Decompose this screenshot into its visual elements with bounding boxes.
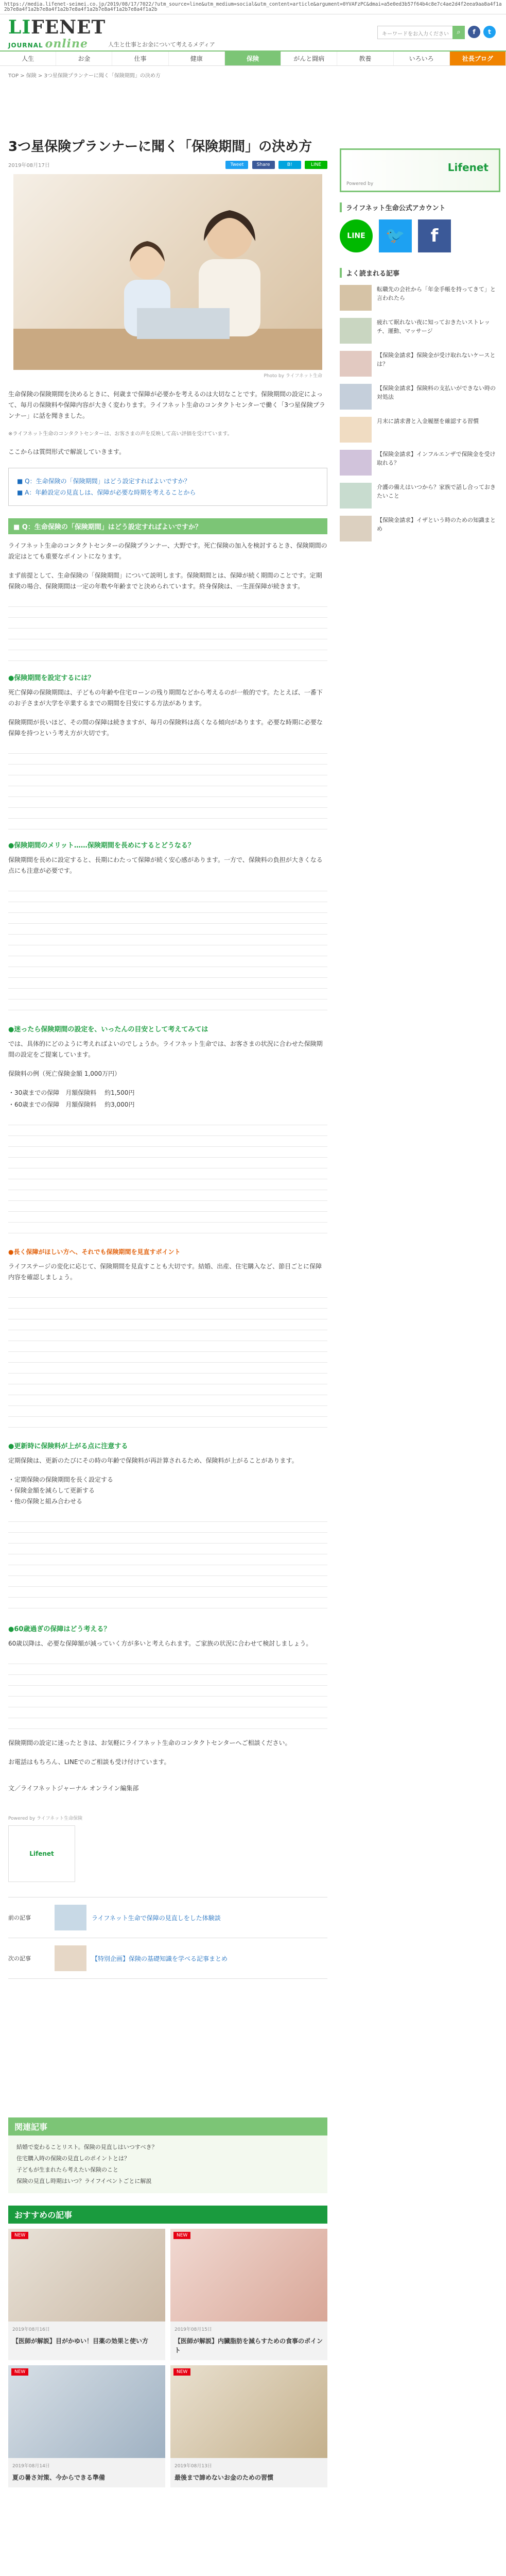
powered-label: Powered by: [346, 181, 374, 187]
body-paragraph: ライフステージの変化に応じて、保険期間を見直すことも大切です。結婚、出産、住宅購入など、節目ごとに保障内容を確認しましょう。: [8, 1263, 322, 1281]
nav-item-health[interactable]: 健康: [169, 52, 225, 65]
nav-item-misc[interactable]: いろいろ: [394, 52, 450, 65]
popular-thumb: [340, 285, 372, 311]
body-paragraph: 60歳以降は、必要な保障額が減っていく方が多いと考えられます。ご家族の状況に合わせて検討しましょう。: [8, 1640, 312, 1647]
popular-item-title[interactable]: 【保険金請求】インフルエンザで保険金を受け取れる？: [377, 451, 496, 466]
body-paragraph: 死亡保障の保険期間は、子どもの年齢や住宅ローンの残り期間などから考えるのが一般的です。たとえば、一番下のお子さまが大学を卒業するまでの期間を目安にする方法があります。: [8, 689, 323, 707]
powered-label: Powered by ライフネット生命保険: [8, 1816, 83, 1821]
popular-item-title[interactable]: 疲れて眠れない夜に知っておきたいストレッチ、運動、マッサージ: [377, 319, 490, 334]
recommend-card[interactable]: [170, 2229, 327, 2360]
subheading: ●迷ったら保険期間の設定を、いったんの目安として考えてみては: [8, 1026, 208, 1033]
card-image: [170, 2365, 327, 2458]
next-article-link[interactable]: [8, 1938, 327, 1979]
recommend-card[interactable]: [8, 2229, 165, 2360]
twitter-icon[interactable]: t: [483, 26, 496, 38]
next-thumb: [55, 1945, 86, 1971]
share-twitter-button[interactable]: Tweet: [225, 161, 248, 169]
sidebar: [340, 133, 500, 549]
popular-item-title[interactable]: 【保険金請求】イザという時のための知識まとめ: [377, 517, 496, 532]
nav-item-insurance[interactable]: 保険: [225, 52, 281, 65]
line-icon[interactable]: LINE: [340, 219, 373, 252]
card-title[interactable]: 【医師が解説】目がかゆい！目薬の効果と使い方: [12, 2337, 149, 2345]
new-badge: NEW: [11, 2232, 28, 2239]
related-title: 関連記事: [8, 2117, 327, 2136]
popular-item[interactable]: [340, 450, 500, 476]
recommend-title: おすすめの記事: [8, 2206, 327, 2224]
body-paragraph: ライフネット生命のコンタクトセンターの保険プランナー、大野です。死亡保険の加入を検討するとき、保険期間の設定はとても重要なポイントになります。: [8, 542, 327, 560]
popular-thumb: [340, 450, 372, 476]
popular-item-title[interactable]: 【保険金請求】保険金が受け取れないケースとは？: [377, 352, 496, 367]
popular-thumb: [340, 318, 372, 344]
toc-item[interactable]: ■ Q：生命保険の「保険期間」はどう設定すればよいですか？: [17, 478, 190, 485]
card-image: [8, 2229, 165, 2321]
popular-item[interactable]: [340, 417, 500, 443]
body-paragraph: お電話はもちろん、LINEでのご相談も受け付けています。: [8, 1758, 170, 1766]
nav-item-money[interactable]: お金: [56, 52, 112, 65]
text-block-placeholder: [8, 1291, 327, 1430]
nav-item-culture[interactable]: 教養: [337, 52, 393, 65]
subheading: ●長く保障がほしい方へ、それでも保険期間を見直すポイント: [8, 1248, 181, 1256]
popular-item[interactable]: [340, 516, 500, 541]
article-title: 3つ星保険プランナーに聞く「保険期間」の決め方: [8, 139, 312, 155]
recommend-card[interactable]: [8, 2365, 165, 2487]
related-item[interactable]: 保険の見直し時期はいつ？ライフイベントごとに解説: [16, 2178, 152, 2184]
body-paragraph: 保険期間を長めに設定すると、長期にわたって保障が続く安心感があります。一方で、保険料の負担が大きくなる点にも注意が必要です。: [8, 856, 323, 874]
new-badge: NEW: [11, 2368, 28, 2376]
toc-item[interactable]: ■ A：年齢設定の見直しは、保障が必要な時期を考えることから: [17, 489, 196, 496]
popular-item[interactable]: [340, 351, 500, 377]
related-section: [8, 2117, 327, 2487]
site-header: [0, 14, 506, 50]
article-author: 文／ライフネットジャーナル オンライン編集部: [8, 1785, 139, 1792]
text-block-placeholder: [8, 747, 327, 829]
share-hatena-button[interactable]: B!: [278, 161, 301, 169]
article-main: [8, 133, 327, 1979]
popular-item-title[interactable]: 転職先の会社から「年金手帳を持ってきて」と言われたら: [377, 286, 496, 301]
recommend-card[interactable]: [170, 2365, 327, 2487]
breadcrumb[interactable]: TOP > 保険 > 3つ星保険プランナーに聞く「保険期間」の決め方: [8, 73, 161, 79]
popular-item-title[interactable]: 月末に請求書と入金履歴を確認する習慣: [377, 418, 479, 425]
body-paragraph: 保険期間が長いほど、その間の保障は続きますが、毎月の保険料は高くなる傾向があります。必要な時期に必要な保障を持つという考え方が大切です。: [8, 719, 323, 737]
body-paragraph: まず前提として、生命保険の「保険期間」について説明します。保険期間とは、保障が続く期間のことです。定期保険の場合、保険期間は一定の年数や年齢までと決められています。終身保険は、一生涯保障が続きます。: [8, 572, 322, 590]
twitter-icon[interactable]: 🐦: [379, 219, 412, 252]
card-date: 2019年08月14日: [12, 2464, 50, 2469]
text-block-placeholder: [8, 1515, 327, 1613]
intro-paragraph: 生命保険の保険期間を決めるときに、何歳まで保障が必要かを考えるのは大切なことです。保険期間の設定によって、毎月の保険料や保障内容が大きく変わります。ライフネット生命のコンタクトセンターで働く「3つ星保険プランナー」に話を聞きました。: [8, 391, 325, 419]
text-block-placeholder: [8, 885, 327, 1013]
new-badge: NEW: [173, 2232, 190, 2239]
hero-photo: [13, 174, 322, 370]
popular-thumb: [340, 516, 372, 541]
prev-label: 前の記事: [8, 1914, 31, 1921]
card-image: [8, 2365, 165, 2458]
popular-item-title[interactable]: 介護の備えはいつから？家族で話し合っておきたいこと: [377, 484, 496, 499]
subheading: ●60歳過ぎの保障はどう考える？: [8, 1625, 111, 1633]
popular-thumb: [340, 417, 372, 443]
price-line: ・60歳までの保障 月額保険料 約3,000円: [8, 1101, 135, 1108]
global-nav: [0, 50, 506, 66]
nav-item-cancer[interactable]: がんと闘病: [281, 52, 337, 65]
card-image: [170, 2229, 327, 2321]
table-of-contents: [8, 468, 327, 506]
text-block-placeholder: [8, 1118, 327, 1237]
popular-title: よく読まれる記事: [340, 268, 500, 278]
related-item[interactable]: 住宅購入時の保険の見直しのポイントとは？: [16, 2155, 130, 2162]
sidebar-lifenet-banner[interactable]: [340, 148, 500, 192]
browser-url-bar[interactable]: https://media.lifenet-seimei.co.jp/2019/08/17/7022/?utm_source=line&utm_medium=social&utm_content=article&argument=0YVAFzPC&dmai=a5e0ed3b57f64b4c8e7c4ae2d4f2eea9aa8a4f1a2b7e8a4f1a2b7e8a4f1a2b7e8a4f1a2b7e8a4f1a2b7e8a4f1a2b: [0, 0, 506, 14]
share-facebook-button[interactable]: Share: [252, 161, 275, 169]
search-input[interactable]: キーワードをお入力ください: [377, 26, 455, 39]
lifenet-logo[interactable]: Lifenet: [8, 1825, 75, 1882]
new-badge: NEW: [173, 2368, 190, 2376]
next-label: 次の記事: [8, 1955, 31, 1962]
popular-item-title[interactable]: 【保険金請求】保険料の支払いができない時の対処法: [377, 385, 496, 400]
sidebar-account-title: ライフネット生命公式アカウント: [340, 202, 500, 212]
subheading: ●保険期間のメリット……保険期間を長めにするとどうなる？: [8, 842, 195, 850]
facebook-icon[interactable]: f: [418, 219, 451, 252]
intro-paragraph-2: ここからは質問形式で解説していきます。: [8, 448, 126, 455]
popular-item[interactable]: [340, 285, 500, 311]
card-title[interactable]: 【医師が解説】内臓脂肪を減らすための食事のポイント: [175, 2337, 323, 2354]
related-list: [8, 2136, 327, 2193]
bullet-list: ・定期保険の保険期間を長く設定する ・保険金額を減らして更新する ・他の保険と組み合わせる: [8, 1476, 114, 1505]
facebook-icon[interactable]: f: [468, 26, 480, 38]
subheading: ●保険期間を設定するには？: [8, 674, 95, 682]
logo-text: FENET: [31, 16, 106, 38]
article-date: 2019年08月17日: [8, 163, 50, 168]
nav-item-ceo-blog[interactable]: 社長ブログ: [450, 52, 506, 65]
recommend-grid: [8, 2229, 327, 2487]
subheading: ●更新時に保険料が上がる点に注意する: [8, 1443, 128, 1450]
card-date: 2019年08月16日: [12, 2327, 50, 2332]
body-paragraph: では、具体的にどのように考えればよいのでしょうか。ライフネット生命では、お客さまの状況に合わせた保険期間の設定をご提案しています。: [8, 1040, 323, 1058]
prev-thumb: [55, 1905, 86, 1930]
social-accounts: [340, 219, 500, 252]
text-block-placeholder: [8, 1657, 327, 1730]
share-line-button[interactable]: LINE: [305, 161, 327, 169]
popular-item[interactable]: [340, 384, 500, 410]
photo-credit: Photo by ライフネット生命: [264, 374, 322, 379]
site-logo[interactable]: LIFENET: [8, 16, 106, 38]
nav-item-life[interactable]: 人生: [0, 52, 56, 65]
popular-item[interactable]: [340, 483, 500, 509]
logo-journal: JOURNAL online: [8, 37, 89, 50]
text-block-placeholder: [8, 600, 327, 662]
popular-thumb: [340, 483, 372, 509]
share-buttons: [223, 161, 327, 169]
related-item[interactable]: 結婚で変わることリスト。保険の見直しはいつすべき？: [16, 2144, 158, 2150]
section-heading: ■ Q：生命保険の「保険期間」はどう設定すればよいですか？: [8, 518, 327, 534]
popular-item[interactable]: [340, 318, 500, 344]
powered-block: [8, 1815, 327, 1897]
body-paragraph: 保険期間の設定に迷ったときは、お気軽にライフネット生命のコンタクトセンターへご相談ください。: [8, 1739, 291, 1747]
search-icon[interactable]: ⌕: [452, 26, 465, 39]
card-date: 2019年08月15日: [175, 2327, 212, 2332]
next-title[interactable]: 【特別企画】保険の基礎知識を学べる記事まとめ: [92, 1955, 228, 1962]
price-line: ・30歳までの保障 月額保険料 約1,500円: [8, 1089, 135, 1096]
related-item[interactable]: 子どもが生まれたら考えたい保険のこと: [16, 2166, 118, 2173]
prev-article-link[interactable]: [8, 1897, 327, 1938]
popular-thumb: [340, 351, 372, 377]
card-title[interactable]: 最後まで諦めないお金のための習慣: [175, 2474, 274, 2481]
card-title[interactable]: 夏の暑さ対策、今からできる準備: [12, 2474, 105, 2481]
site-tagline: 人生と仕事とお金について考えるメディア: [108, 41, 215, 48]
family-illustration: [13, 174, 322, 370]
intro-note: ※ライフネット生命のコンタクトセンターは、お客さまの声を反映して高い評価を受けています。: [8, 431, 233, 437]
body-paragraph: 保険料の例（死亡保険金額 1,000万円）: [8, 1070, 121, 1077]
lifenet-logo: Lifenet: [447, 161, 488, 174]
body-paragraph: 定期保険は、更新のたびにその時の年齢で保険料が再計算されるため、保険料が上がることがあります。: [8, 1457, 298, 1464]
card-date: 2019年08月13日: [175, 2464, 212, 2469]
nav-item-work[interactable]: 仕事: [112, 52, 168, 65]
prev-title[interactable]: ライフネット生命で保障の見直しをした体験談: [92, 1914, 221, 1922]
popular-thumb: [340, 384, 372, 410]
